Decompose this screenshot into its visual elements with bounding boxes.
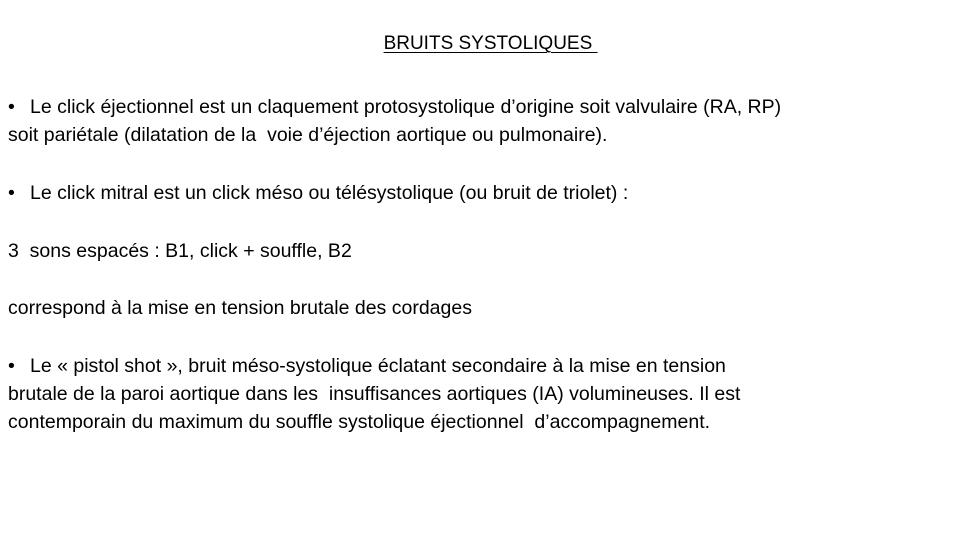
bullet-marker: • (8, 355, 15, 377)
paragraph-line: soit pariétale (dilatation de la voie d’éjection aortique ou pulmonaire). (8, 124, 608, 146)
paragraph-sons-espaces (8, 237, 956, 265)
paragraph-line: correspond à la mise en tension brutale des cordages (8, 297, 472, 319)
paragraph-pistol-shot (8, 352, 956, 436)
paragraph-click-ejectionnel (8, 93, 956, 149)
paragraph-text: Le « pistol shot », bruit méso-systolique éclatant secondaire à la mise en tension (30, 355, 726, 377)
bullet-marker: • (8, 182, 15, 204)
slide-title-text: BRUITS SYSTOLIQUES (383, 33, 598, 54)
paragraph-line: brutale de la paroi aortique dans les insuffisances aortiques (IA) volumineuses. Il est (8, 383, 741, 405)
slide-title (0, 8, 960, 80)
paragraph-mise-en-tension (8, 294, 956, 322)
paragraph-line (8, 93, 956, 121)
paragraph-click-mitral (8, 179, 956, 207)
paragraph-line: contemporain du maximum du souffle systolique éjectionnel d’accompagnement. (8, 411, 711, 433)
paragraph-text: Le click mitral est un click méso ou télésystolique (ou bruit de triolet) : (30, 182, 629, 204)
paragraph-line (8, 352, 956, 380)
paragraph-line: 3 sons espacés : B1, click + souffle, B2 (8, 240, 352, 262)
paragraph-line (8, 179, 956, 207)
paragraph-text: Le click éjectionnel est un claquement protosystolique d’origine soit valvulaire (RA, RP) (30, 96, 782, 118)
bullet-marker: • (8, 96, 15, 118)
